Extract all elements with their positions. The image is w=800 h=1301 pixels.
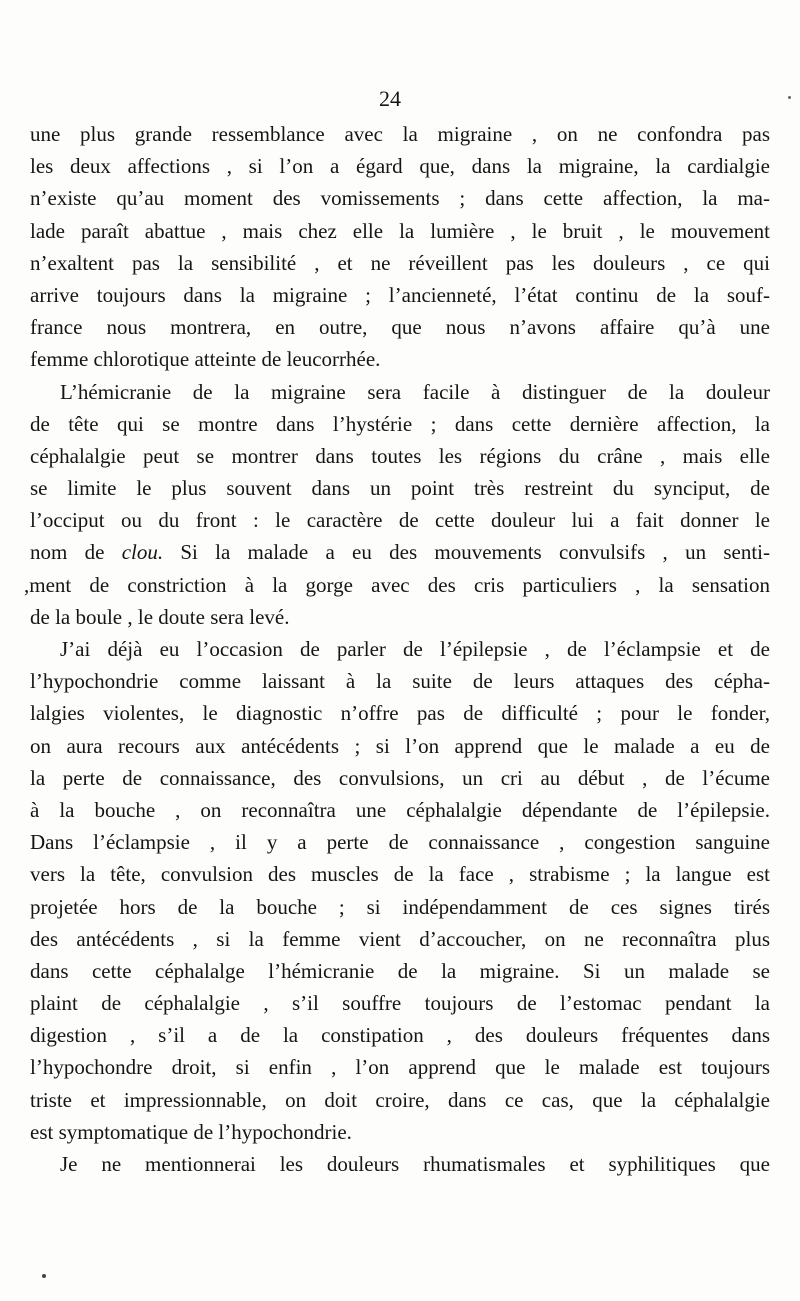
text-line: n’exaltent pas la sensibilité , et ne réveillent pas les douleurs , ce qui (30, 250, 770, 275)
text-line: l’occiput ou du front : le caractère de cette douleur lui a fait donner le (30, 508, 770, 533)
text-line: dans cette céphalalge l’hémicranie de la migraine. Si un malade se (30, 958, 770, 983)
text-line: les deux affections , si l’on a égard que, dans la migraine, la cardialgie (30, 154, 770, 179)
text-line: J’ai déjà eu l’occasion de parler de l’épilepsie , de l’éclampsie et de (60, 637, 770, 661)
text-line: Je ne mentionnerai les douleurs rhumatismales et syphilitiques que (60, 1152, 770, 1176)
text-line: projetée hors de la bouche ; si indépendamment de ces signes tirés (30, 894, 770, 919)
text-line: est symptomatique de l’hypochondrie. (30, 1119, 352, 1144)
ink-speck (788, 96, 791, 99)
text-line: vers la tête, convulsion des muscles de la face , strabisme ; la langue est (30, 862, 770, 887)
text-line: france nous montrera, en outre, que nous n’avons affaire qu’à une (30, 315, 770, 340)
text-line: des antécédents , si la femme vient d’accoucher, on ne reconnaîtra plus (30, 926, 770, 951)
ink-speck (42, 1274, 46, 1278)
text-line: céphalalgie peut se montrer dans toutes les régions du crâne , mais elle (30, 443, 770, 468)
text-line: arrive toujours dans la migraine ; l’ancienneté, l’état continu de la souf- (30, 282, 770, 307)
text-span: nom de (30, 540, 105, 565)
text-line: on aura recours aux antécédents ; si l’on apprend que le malade a eu de (30, 733, 770, 758)
text-line: L’hémicranie de la migraine sera facile à distinguer de la douleur (60, 379, 770, 404)
text-line: à la bouche , on reconnaîtra une céphalalgie dépendante de l’épilepsie. (30, 797, 770, 822)
text-line: plaint de céphalalgie , s’il souffre toujours de l’estomac pendant la (30, 991, 770, 1016)
text-line: se limite le plus souvent dans un point très restreint du synciput, de (30, 476, 770, 501)
text-line: Dans l’éclampsie , il y a perte de connaissance , congestion sanguine (30, 830, 770, 855)
text-line: n’existe qu’au moment des vomissements ; dans cette affection, la ma- (30, 186, 770, 211)
italic-word: clou. (121, 540, 164, 565)
text-line: la perte de connaissance, des convulsions, un cri au début , de l’écume (30, 765, 770, 790)
text-line: ,ment de constriction à la gorge avec des cris particuliers , la sensation (24, 572, 770, 597)
text-line: une plus grande ressemblance avec la migraine , on ne confondra pas (30, 122, 770, 146)
text-line (30, 536, 770, 568)
text-line: l’hypochondre droit, si enfin , l’on apprend que le malade est toujours (30, 1055, 770, 1080)
text-line: lalgies violentes, le diagnostic n’offre pas de difficulté ; pour le fonder, (30, 701, 770, 726)
text-span: Si la malade a eu des mouvements convulsifs , un senti- (180, 540, 770, 565)
text-line: l’hypochondrie comme laissant à la suite de leurs attaques des cépha- (30, 669, 770, 694)
text-line: lade paraît abattue , mais chez elle la lumière , le bruit , le mouvement (30, 218, 770, 243)
text-line: digestion , s’il a de la constipation , des douleurs fréquentes dans (30, 1023, 770, 1048)
page-number: 24 (379, 86, 401, 111)
body-text (24, 118, 770, 1180)
text-line: triste et impressionnable, on doit croire, dans ce cas, que la céphalalgie (30, 1087, 770, 1112)
text-line: femme chlorotique atteinte de leucorrhée. (30, 347, 381, 372)
text-line: de tête qui se montre dans l’hystérie ; dans cette dernière affection, la (30, 411, 770, 436)
text-line: de la boule , le doute sera levé. (30, 604, 290, 629)
